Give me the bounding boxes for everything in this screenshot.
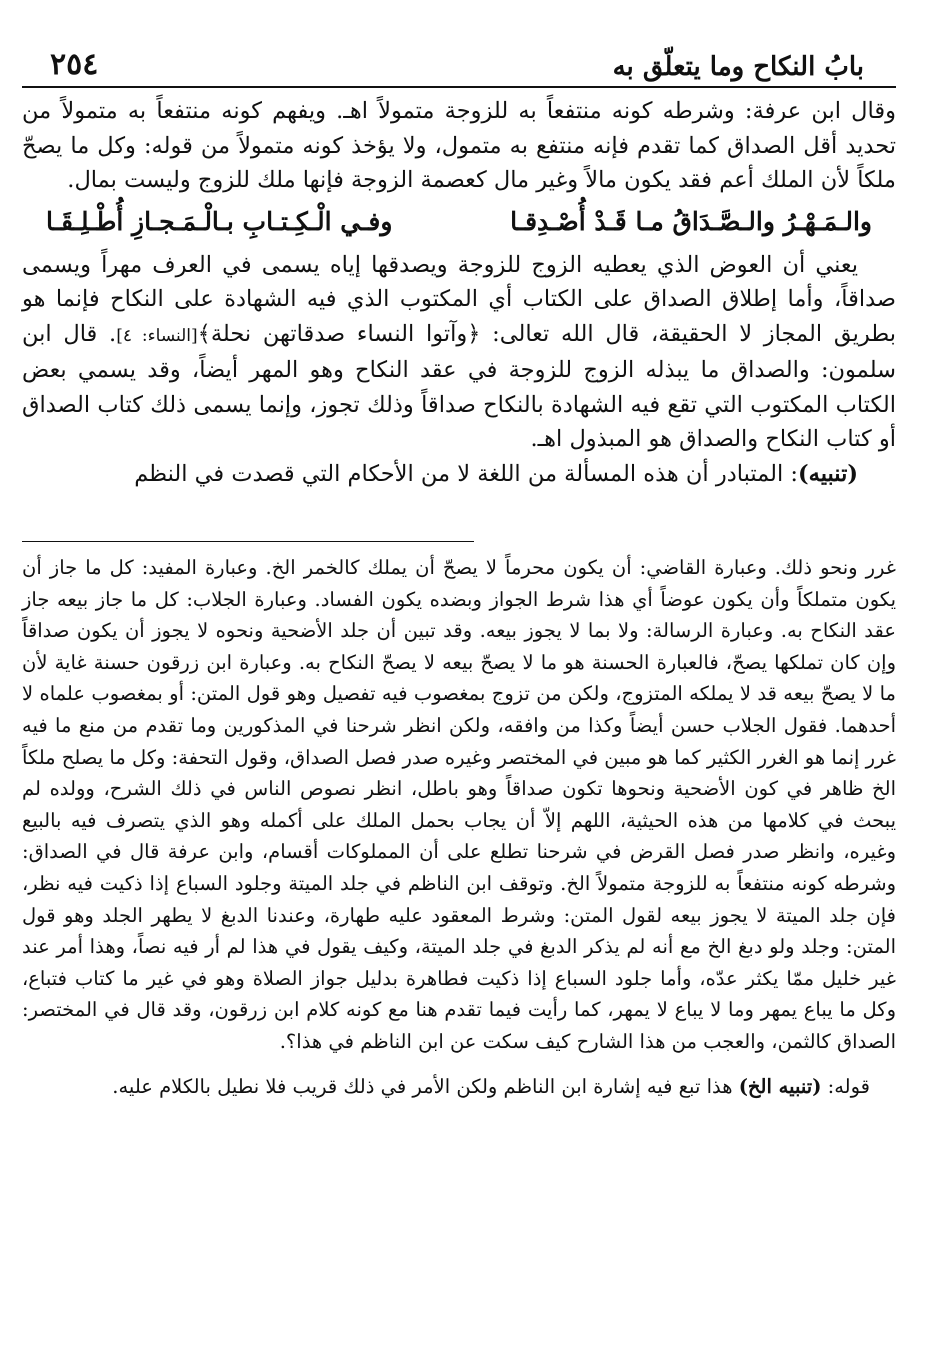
verse-first-hemistich: والـمَـهْـرُ والـصَّـدَاقُ مـا قَـدْ أُصْـدِقـا [510,206,872,236]
final-note-lead: قوله: [821,1074,870,1098]
verse-second-hemistich: وفـي الْـكِـتـابِ بـالْـمَـجـازِ أُطْـلِـقَـا [46,206,393,236]
footnote-block [22,552,896,1058]
page-number: ٢٥٤ [50,47,99,82]
footnote-text: غرر ونحو ذلك. وعبارة القاضي: أن يكون محرماً لا يصحّ أن يملك كالخمر الخ. وعبارة المفيد: كل ما جاز أن يكون متملكاً وأن يكون عوضاً أي هذا شرط الجواز وبضده يكون الفساد. وعبارة الجلاب: كل ما جاز بيعه جاز عقد النكاح به. وعبارة الرسالة: ولا بما لا يجوز بيعه. وقد تبين أن جلد الأضحية ونحوه لا يجوز أن يكون صداقاً وإن كان تملكها يصحّ، فالعبارة الحسنة هو ما لا يصحّ بيعه لا يصحّ النكاح به. وعبارة ابن زرقون حسنة غاية لأن ما لا يصحّ بيعه قد لا يملكه المتزوج، ولكن من تزوج بمغصوب فيه تفصيل وهو قول المتن: أو بمغصوب علماه لا أحدهما. فقول الجلاب حسن أيضاً وكذا من وافقه، ولكن انظر شرحنا في المذكورين وما تقدم من منع ما فيه غرر إنما هو الغرر الكثير كما هو مبين في المختصر وغيره صدر فصل الصداق، وقول التحفة: وكل ما يصلح ملكاً الخ ظاهر في كون الأضحية ونحوها تكون صداقاً وهو باطل، انظر نصوص الناس في ذلك الشرح، وولده لم يبحث في كلامها من هذه الحيثية، اللهم إلاّ أن يجاب بحمل الملك على أكمله وهو الذي يتصرف فيه بالبيع وغيره، وانظر صدر فصل القرض في شرحنا تطلع على أن المملوكات أقسام، وابن عرفة قال في الصداق: وشرطه كونه منتفعاً به للزوجة متمولاً الخ. وتوقف ابن الناظم في جلد الميتة وجلود السباع إذا ذكيت فيه نظر، فإن جلد الميتة لا يجوز بيعه لقول المتن: وشرط المعقود عليه طهارة، وعندنا الدبغ لا يطهر الجلد وهو قول المتن: وجلد ولو دبغ الخ مع أنه لم يذكر الدبغ في جلد الميتة، وكيف يقول في هذا لم أر فيه نصاً، وهذا أمر عند غير خليل ممّا يكثر عدّه، وأما جلود السباع إذا ذكيت فطاهرة بدليل جواز الصلاة وهو في غير ما كتاب فتباع، وكل ما يباع يمهر وما لا يباع لا يمهر، كما رأيت فيما تقدم هنا مع كونه كلام ابن زرقون، وقد قال في المختصر: الصداق كالثمن، والعجب من هذا الشارح كيف سكت عن ابن الناظم في هذا؟. [22,556,896,1053]
poem-verse [46,202,872,242]
tanbih-text: : المتبادر أن هذه المسألة من اللغة لا من الأحكام التي قصدت في النظم [134,460,798,487]
tanbih-label: (تنبيه) [798,460,858,487]
quran-reference: [النساء: ٤] [116,325,198,346]
book-page [22,40,896,1350]
paragraph-commentary [22,248,896,457]
final-note-text: هذا تبع فيه إشارة ابن الناظم ولكن الأمر في ذلك قريب فلا نطيل بالكلام عليه. [112,1074,739,1098]
final-note [22,1068,896,1106]
commentary-continuation: . قال ابن سلمون: والصداق ما يبذله الزوج للزوجة في عقد النكاح وهو المهر أيضاً، وقد يسمي بعض الكتاب المكتوب التي تقع فيه الشهادة بالنكاح صداقاً وذلك تجوز، وإنما يسمى ذلك كتاب الصداق أو كتاب النكاح والصداق هو المبذول اهـ. [22,320,896,452]
paragraph-ibn-arafa: وقال ابن عرفة: وشرطه كونه منتفعاً به للزوجة متمولاً اهـ. ويفهم كونه منتفعاً به متمولاً من تحديد أقل الصداق كما تقدم فإنه منتفع به متمول، ولا يؤخذ كونه متمولاً من قوله: وكل ما يصحّ ملكاً لأن الملك أعم فقد يكون مالاً وغير مال كعصمة الزوجة فإنها ملك للزوج وليست بمال. [22,98,896,193]
footnote-separator [22,541,474,542]
final-note-label: (تنبيه الخ) [738,1074,822,1098]
commentary-text: يعني أن العوض الذي يعطيه الزوج للزوجة ويصدقها إياه يسمى في العرف مهراً ويسمى صداقاً، وأما إطلاق الصداق على الكتاب أي المكتوب الذي فيه الشهادة على النكاح فإنما هو بطريق المجاز لا الحقيقة، قال الله تعالى: ﴿وآتوا النساء صدقاتهن نحلة﴾ [22,251,897,347]
running-title: بابُ النكاح وما يتعلّق به [612,52,864,82]
page-header [22,40,896,88]
main-text [22,94,896,491]
paragraph-tanbih [22,457,896,492]
